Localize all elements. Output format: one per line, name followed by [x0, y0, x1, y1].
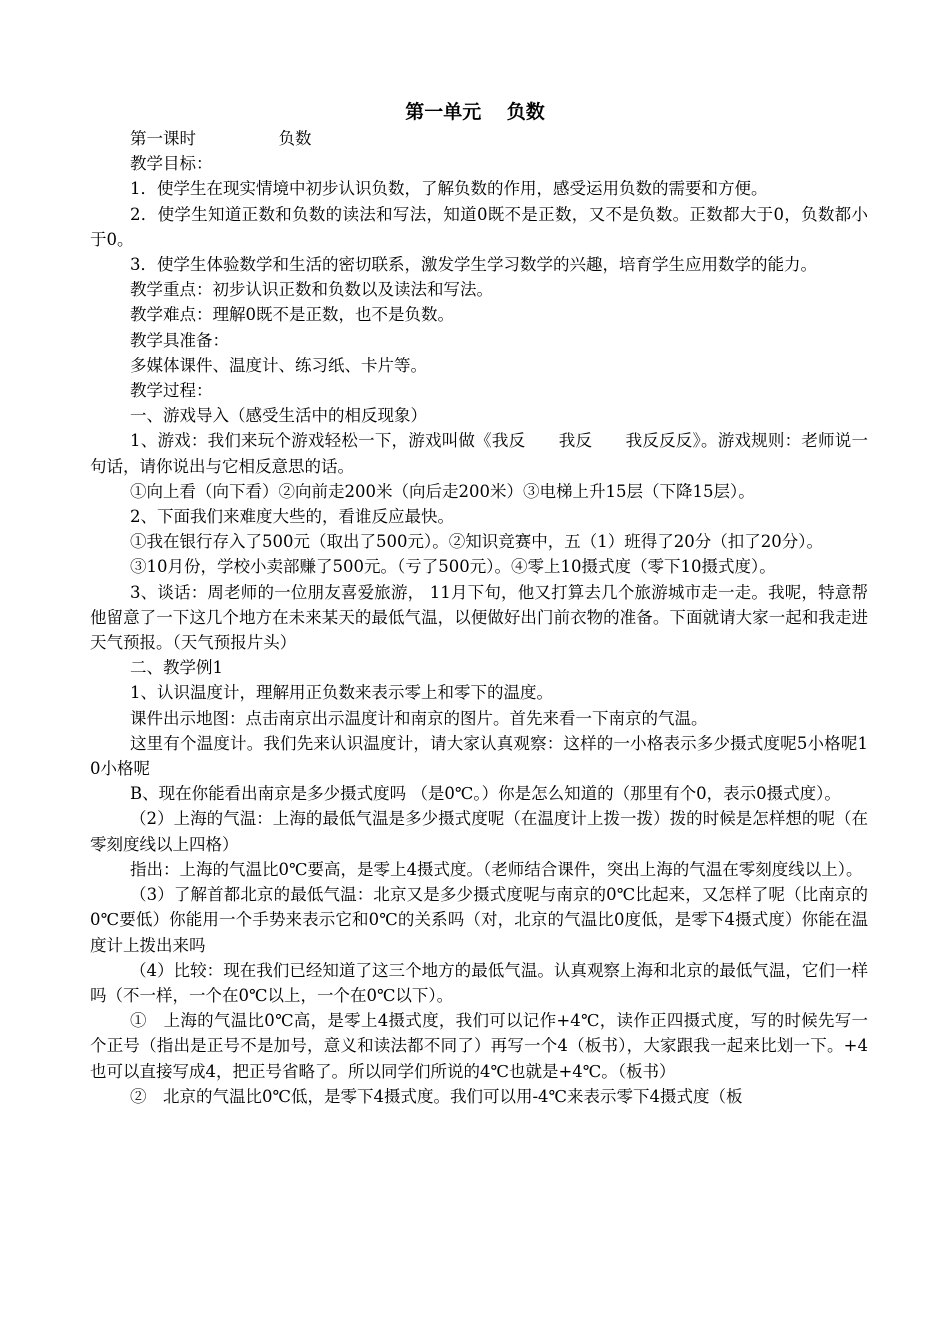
- paragraph: ①向上看（向下看）②向前走200米（向后走200米）③电梯上升15层（下降15层）。: [130, 481, 755, 501]
- paragraph: 指出：上海的气温比0℃要高，是零上4摄式度。（老师结合课件，突出上海的气温在零刻度线以上）。: [130, 859, 863, 879]
- paragraph: 2、下面我们来难度大些的，看谁反应最快。: [130, 507, 454, 527]
- paragraph: 多媒体课件、温度计、练习纸、卡片等。: [130, 355, 427, 375]
- paragraph: 这里有个温度计。我们先来认识温度计，请大家认真观察：这样的一小格表示多少摄式度呢5小格呢10小格呢: [90, 733, 868, 779]
- paragraph: 一、游戏导入（感受生活中的相反现象）: [130, 406, 427, 426]
- paragraph: （4）比较：现在我们已经知道了这三个地方的最低气温。认真观察上海和北京的最低气温，它们一样吗（不一样，一个在0℃以上，一个在0℃以下）。: [90, 960, 868, 1005]
- paragraph: 课件出示地图：点击南京出示温度计和南京的图片。首先来看一下南京的气温。: [130, 708, 708, 728]
- paragraph: 1、认识温度计，理解用正负数来表示零上和零下的温度。: [130, 683, 553, 703]
- paragraph: 3、谈话：周老师的一位朋友喜爱旅游， 11月下旬，他又打算去几个旅游城市走一走。我呢，特意帮他留意了一下这几个地方在未来某天的最低气温，以便做好出门前衣物的准备。下面就请大家一起和我走进天气预报。（天气预报片头）: [90, 582, 868, 653]
- document-body: [90, 126, 868, 1109]
- paragraph: 2．使学生知道正数和负数的读法和写法，知道0既不是正数，又不是负数。正数都大于0，负数都小于0。: [90, 204, 868, 249]
- paragraph: 第一课时 负数: [130, 129, 312, 148]
- paragraph: （3）了解首都北京的最低气温：北京又是多少摄式度呢与南京的0℃比起来，又怎样了呢（比南京的0℃要低）你能用一个手势来表示它和0℃的关系吗（对，北京的气温比0度低，是零下4摄式度）你能在温度计上拨出来吗: [90, 885, 868, 955]
- paragraph: ③10月份，学校小卖部赚了500元。（亏了500元）。④零上10摄式度（零下10摄式度）。: [130, 557, 776, 577]
- paragraph: 教学难点：理解0既不是正数，也不是负数。: [130, 305, 454, 325]
- paragraph: 3．使学生体验数学和生活的密切联系，激发学生学习数学的兴趣，培育学生应用数学的能力。: [130, 255, 817, 275]
- paragraph: 教学目标：: [130, 154, 213, 174]
- paragraph: B、现在你能看出南京是多少摄式度吗 （是0℃。）你是怎么知道的（那里有个0，表示0摄式度）。: [130, 784, 841, 804]
- paragraph: 教学重点：初步认识正数和负数以及读法和写法。: [130, 280, 493, 300]
- paragraph: 教学具准备：: [130, 330, 229, 350]
- paragraph: 1．使学生在现实情境中初步认识负数，了解负数的作用，感受运用负数的需要和方便。: [130, 179, 768, 199]
- paragraph: 二、教学例1: [130, 658, 223, 678]
- paragraph: （2）上海的气温：上海的最低气温是多少摄式度呢（在温度计上拨一拨）拨的时候是怎样想的呢（在零刻度线以上四格）: [90, 809, 868, 854]
- paragraph: ② 北京的气温比0℃低，是零下4摄式度。我们可以用-4℃来表示零下4摄式度（板: [130, 1086, 743, 1106]
- page-title: 第一单元 负数: [405, 101, 545, 123]
- paragraph: ① 上海的气温比0℃高，是零上4摄式度，我们可以记作+4℃，读作正四摄式度，写的时候先写一个正号（指出是正号不是加号，意义和读法都不同了）再写一个4（板书），大家跟我一起来比划一下。+4也可以直接写成4，把正号省略了。所以同学们所说的4℃也就是+4℃。（板书）: [90, 1011, 868, 1081]
- paragraph: 教学过程：: [130, 381, 213, 401]
- paragraph: 1、游戏：我们来玩个游戏轻松一下，游戏叫做《我反 我反 我反反反》。游戏规则：老师说一句话，请你说出与它相反意思的话。: [90, 431, 868, 476]
- paragraph: ①我在银行存入了500元（取出了500元）。②知识竞赛中，五（1）班得了20分（扣了20分）。: [130, 532, 823, 552]
